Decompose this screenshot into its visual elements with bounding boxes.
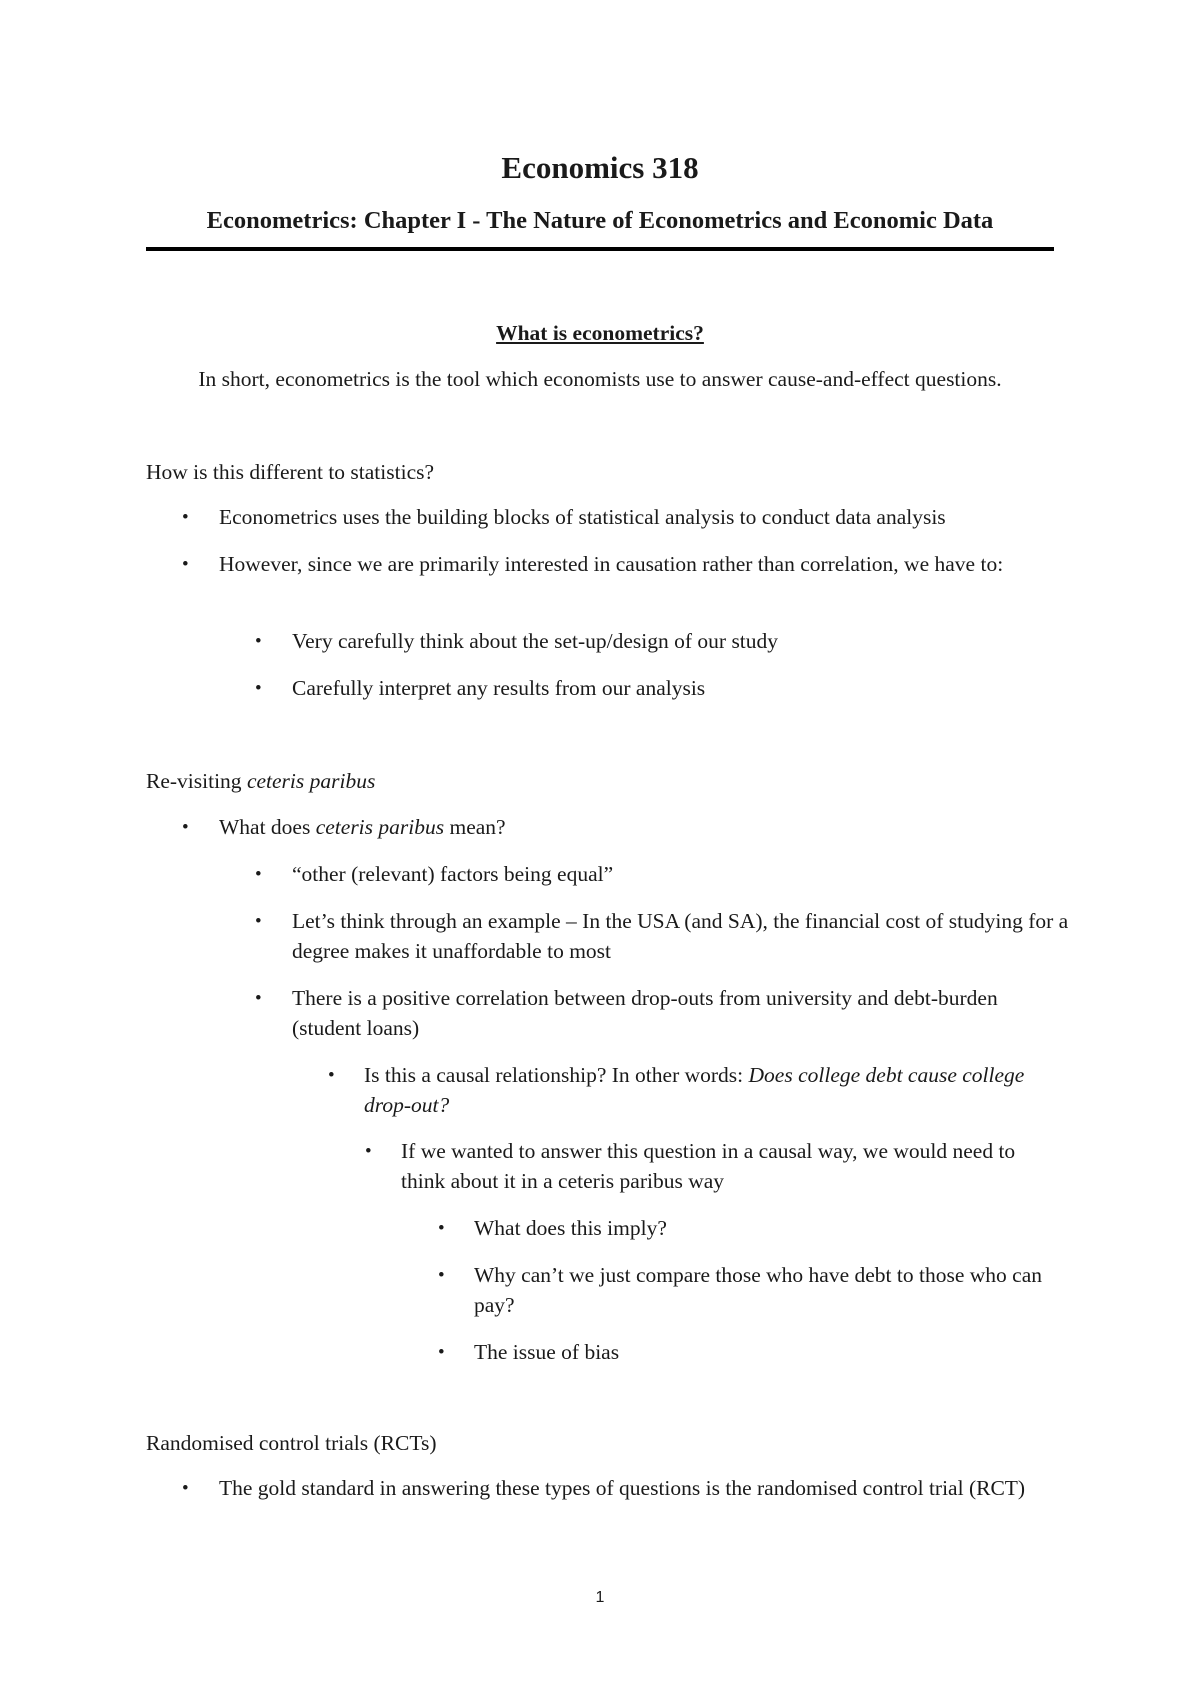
- bullet-marker: •: [182, 507, 189, 528]
- bullet-marker: •: [255, 864, 262, 885]
- rct-heading: Randomised control trials (RCTs): [146, 1431, 437, 1455]
- document-subtitle: Econometrics: Chapter I - The Nature of Econometrics and Economic Data: [206, 207, 994, 234]
- bullet-marker: •: [182, 554, 189, 575]
- bullet-marker: •: [255, 678, 262, 699]
- bullet-marker: •: [438, 1218, 445, 1239]
- list-item: Let’s think through an example – In the USA (and SA), the financial cost of studying for a degree makes it unaffordable to most: [292, 909, 1069, 963]
- list-item: There is a positive correlation between drop-outs from university and debt-burden (student loans): [292, 986, 998, 1040]
- list-item: “other (relevant) factors being equal”: [292, 862, 614, 886]
- bullet-marker: •: [182, 817, 189, 838]
- intro-paragraph: In short, econometrics is the tool which economists use to answer cause-and-effect questions.: [198, 367, 1002, 391]
- bullet-marker: •: [255, 911, 262, 932]
- bullet-marker: •: [438, 1265, 445, 1286]
- list-item: Is this a causal relationship? In other words: Does college debt cause college drop-out?: [364, 1063, 1025, 1117]
- title-rule: [146, 247, 1054, 251]
- list-item: If we wanted to answer this question in a causal way, we would need to think about it in a ceteris paribus way: [401, 1139, 1016, 1193]
- list-item: The gold standard in answering these types of questions is the randomised control trial (RCT): [219, 1476, 1026, 1500]
- ceteris-paribus-heading: Re-visiting ceteris paribus: [146, 769, 376, 793]
- bullet-marker: •: [255, 631, 262, 652]
- list-item: What does this imply?: [474, 1216, 667, 1240]
- bullet-marker: •: [255, 988, 262, 1009]
- list-item: Very carefully think about the set-up/design of our study: [292, 629, 779, 653]
- list-item: However, since we are primarily interested in causation rather than correlation, we have to:: [219, 552, 1004, 576]
- bullet-marker: •: [328, 1065, 335, 1086]
- statistics-question: How is this different to statistics?: [146, 460, 435, 484]
- bullet-marker: •: [182, 1478, 189, 1499]
- document-title: Economics 318: [501, 150, 699, 185]
- bullet-marker: •: [365, 1141, 372, 1162]
- bullet-marker: •: [438, 1342, 445, 1363]
- list-item: Econometrics uses the building blocks of statistical analysis to conduct data analysis: [219, 505, 946, 529]
- list-item: What does ceteris paribus mean?: [219, 815, 506, 839]
- list-item: Why can’t we just compare those who have debt to those who can pay?: [474, 1263, 1042, 1317]
- list-item: The issue of bias: [474, 1340, 620, 1364]
- section-heading-econometrics: What is econometrics?: [496, 321, 704, 345]
- page-number: 1: [595, 1589, 605, 1606]
- list-item: Carefully interpret any results from our analysis: [292, 676, 706, 700]
